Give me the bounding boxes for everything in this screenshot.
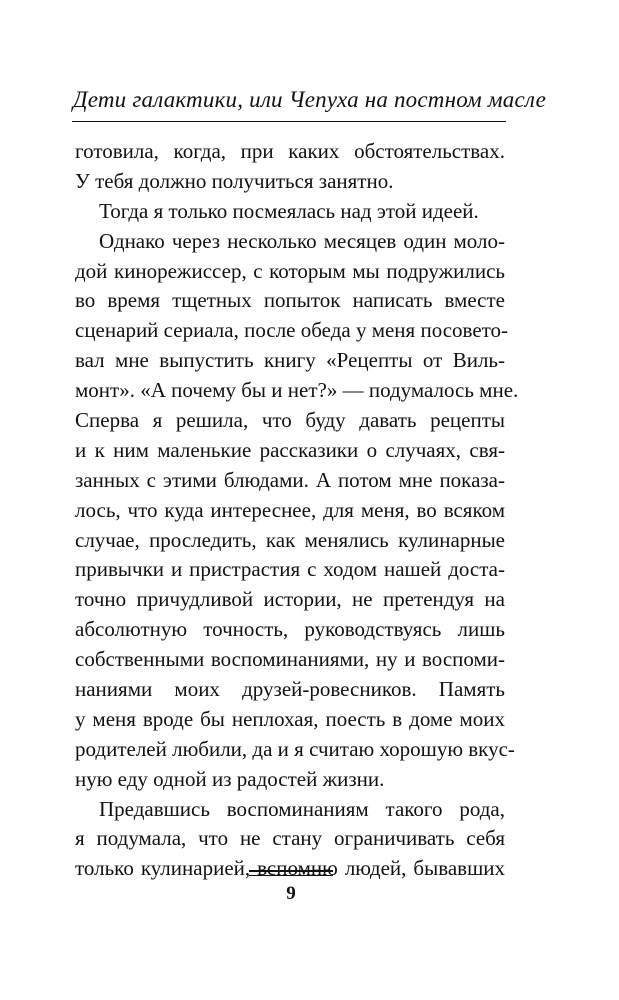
text-line: Тогда я только посмеялась над этой идеей.: [99, 198, 479, 223]
text-line: только кулинарией, вспомню людей, бывавших: [75, 856, 505, 881]
text-line: собственными воспоминаниями, ну и воспоми-: [75, 647, 505, 672]
body-text: [75, 137, 519, 884]
text-line: Однако через несколько месяцев один моло-: [99, 228, 505, 253]
text-line: случае, проследить, как менялись кулинарные: [75, 527, 505, 552]
text-line: во время тщетных попыток написать вместе: [75, 288, 505, 313]
text-line: дой кинорежиссер, с которым мы подружились: [75, 258, 505, 283]
text-line: вал мне выпустить книгу «Рецепты от Виль-: [75, 348, 505, 373]
text-line: абсолютную точность, руководствуясь лишь: [75, 617, 505, 642]
text-line: и к ним маленькие рассказики о случаях, свя-: [75, 437, 505, 462]
text-line: монт». «А почему бы и нет?» — подумалось мне.: [75, 378, 519, 403]
footer-rule: [249, 870, 333, 872]
running-header: Дети галактики, или Чепуха на постном масле: [72, 87, 547, 112]
page-number: 9: [286, 883, 296, 904]
text-line: у меня вроде бы неплохая, поесть в доме моих: [75, 706, 505, 731]
text-line: Предавшись воспоминаниям такого рода,: [99, 796, 505, 821]
text-line: точно причудливой истории, не претендуя на: [75, 587, 505, 612]
text-line: занных с этими блюдами. А потом мне показа-: [75, 467, 505, 492]
text-line: У тебя должно получиться занятно.: [75, 168, 394, 193]
text-line: наниями моих друзей-ровесников. Память: [75, 677, 505, 702]
text-line: я подумала, что не стану ограничивать себя: [75, 826, 505, 851]
header-rule: [72, 121, 506, 122]
text-line: ную еду одной из радостей жизни.: [75, 766, 385, 791]
text-line: готовила, когда, при каких обстоятельствах.: [75, 139, 505, 163]
text-line: лось, что куда интереснее, для меня, во всяком: [75, 497, 505, 522]
text-line: родителей любили, да и я считаю хорошую вкус-: [75, 736, 515, 761]
text-line: привычки и пристрастия с ходом нашей доста-: [75, 557, 505, 582]
footer-rule: [249, 875, 333, 876]
text-line: сценарий сериала, после обеда у меня посовето-: [75, 318, 509, 343]
text-line: Сперва я решила, что буду давать рецепты: [75, 408, 505, 433]
